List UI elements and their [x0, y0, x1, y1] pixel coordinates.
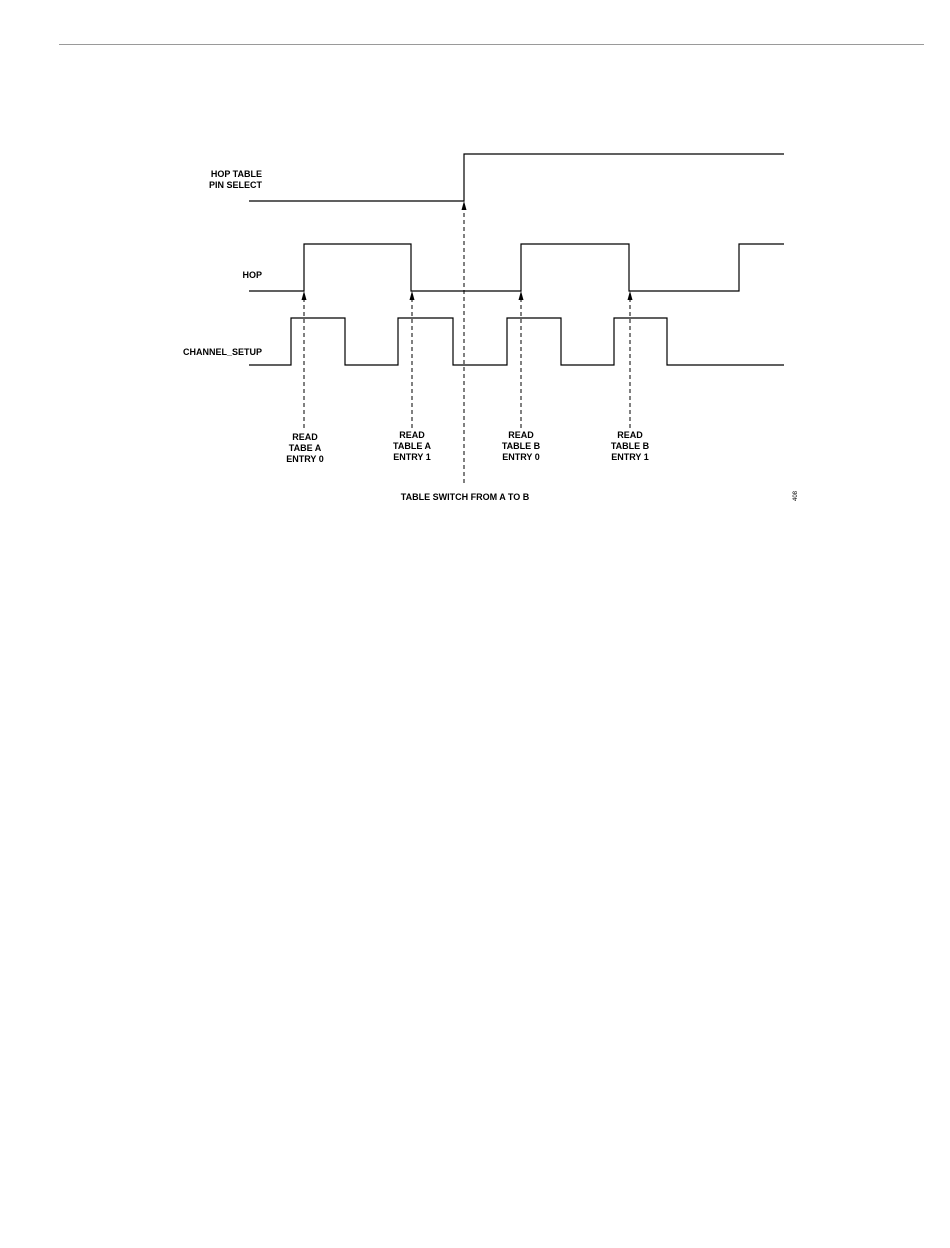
event-label-2-line2: TABLE B: [501, 441, 541, 451]
hop-waveform: [249, 244, 784, 291]
event-label-0-line3: ENTRY 0: [286, 454, 324, 464]
event-arrowhead-1: [410, 291, 415, 300]
channel-setup-waveform: [249, 318, 784, 365]
event-label-2-line3: ENTRY 0: [502, 452, 540, 462]
event-arrowhead-3: [628, 291, 633, 300]
hop-table-pin-select-label-line2: PIN SELECT: [208, 180, 262, 190]
event-label-1-line2: TABLE A: [393, 441, 431, 451]
channel-setup-label: CHANNEL_SETUP: [182, 347, 262, 357]
hop-label: HOP: [242, 270, 262, 280]
event-arrowhead-0: [302, 291, 307, 300]
event-label-2-line1: READ: [508, 430, 534, 440]
hop-table-pin-select-label-line1: HOP TABLE: [210, 169, 262, 179]
event-label-3-line1: READ: [617, 430, 643, 440]
event-arrowhead-2: [519, 291, 524, 300]
event-label-1-line3: ENTRY 1: [393, 452, 431, 462]
table-switch-arrowhead: [462, 201, 467, 210]
table-switch-label: TABLE SWITCH FROM A TO B: [400, 492, 530, 502]
event-label-1-line1: READ: [399, 430, 425, 440]
event-label-0-line1: READ: [292, 432, 318, 442]
hop-table-pin-select-waveform: [249, 154, 784, 201]
event-label-0-line2: TABE A: [288, 443, 322, 453]
event-label-3-line3: ENTRY 1: [611, 452, 649, 462]
event-label-3-line2: TABLE B: [610, 441, 650, 451]
figure-number: 408: [793, 490, 799, 502]
